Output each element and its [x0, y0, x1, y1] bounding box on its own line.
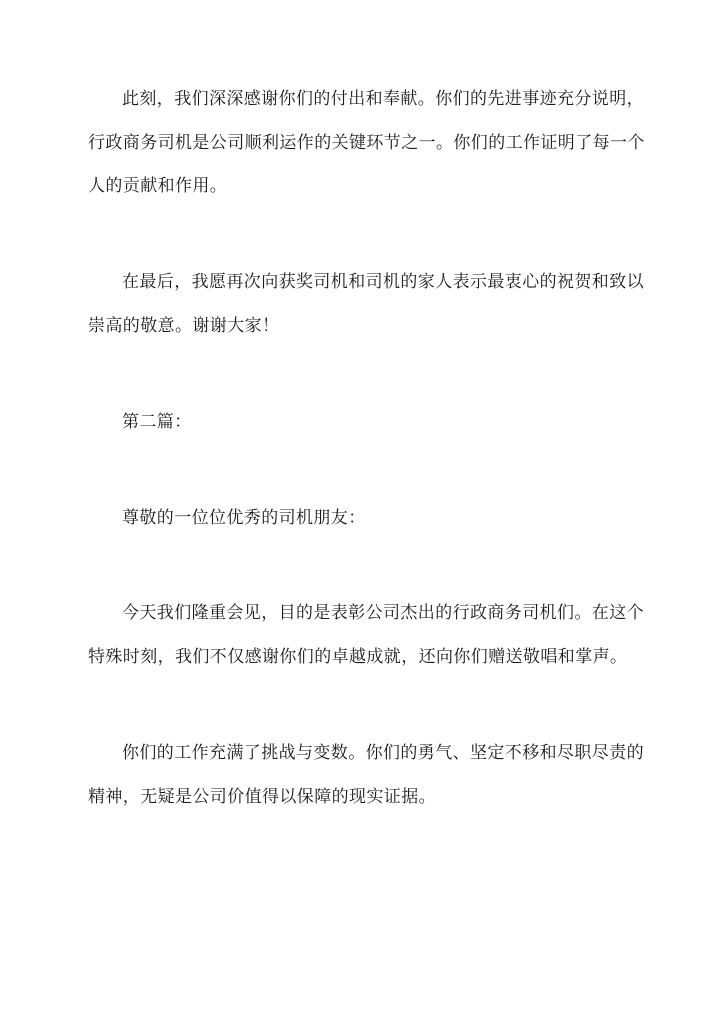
paragraph-6-line-2: 精神，无疑是公司价值得以保障的现实证据。 — [88, 787, 436, 807]
paragraph-5-line-2: 特殊时刻，我们不仅感谢你们的卓越成就，还向你们赠送敬唱和掌声。 — [88, 647, 628, 667]
paragraph-1-line-3: 人的贡献和作用。 — [88, 176, 228, 196]
section-heading: 第二篇： — [122, 412, 192, 432]
paragraph-2-line-2: 崇高的敬意。谢谢大家！ — [88, 316, 280, 336]
paragraph-5-line-1: 今天我们隆重会见，目的是表彰公司杰出的行政商务司机们。在这个 — [122, 603, 644, 623]
paragraph-2-line-1: 在最后，我愿再次向获奖司机和司机的家人表示最衷心的祝贺和致以 — [122, 272, 644, 292]
paragraph-1-line-1: 此刻，我们深深感谢你们的付出和奉献。你们的先进事迹充分说明， — [122, 89, 644, 109]
paragraph-1-line-2: 行政商务司机是公司顺利运作的关键环节之一。你们的工作证明了每一个 — [88, 133, 645, 153]
salutation: 尊敬的一位位优秀的司机朋友： — [122, 508, 366, 528]
paragraph-6-line-1: 你们的工作充满了挑战与变数。你们的勇气、坚定不移和尽职尽责的 — [122, 743, 644, 763]
